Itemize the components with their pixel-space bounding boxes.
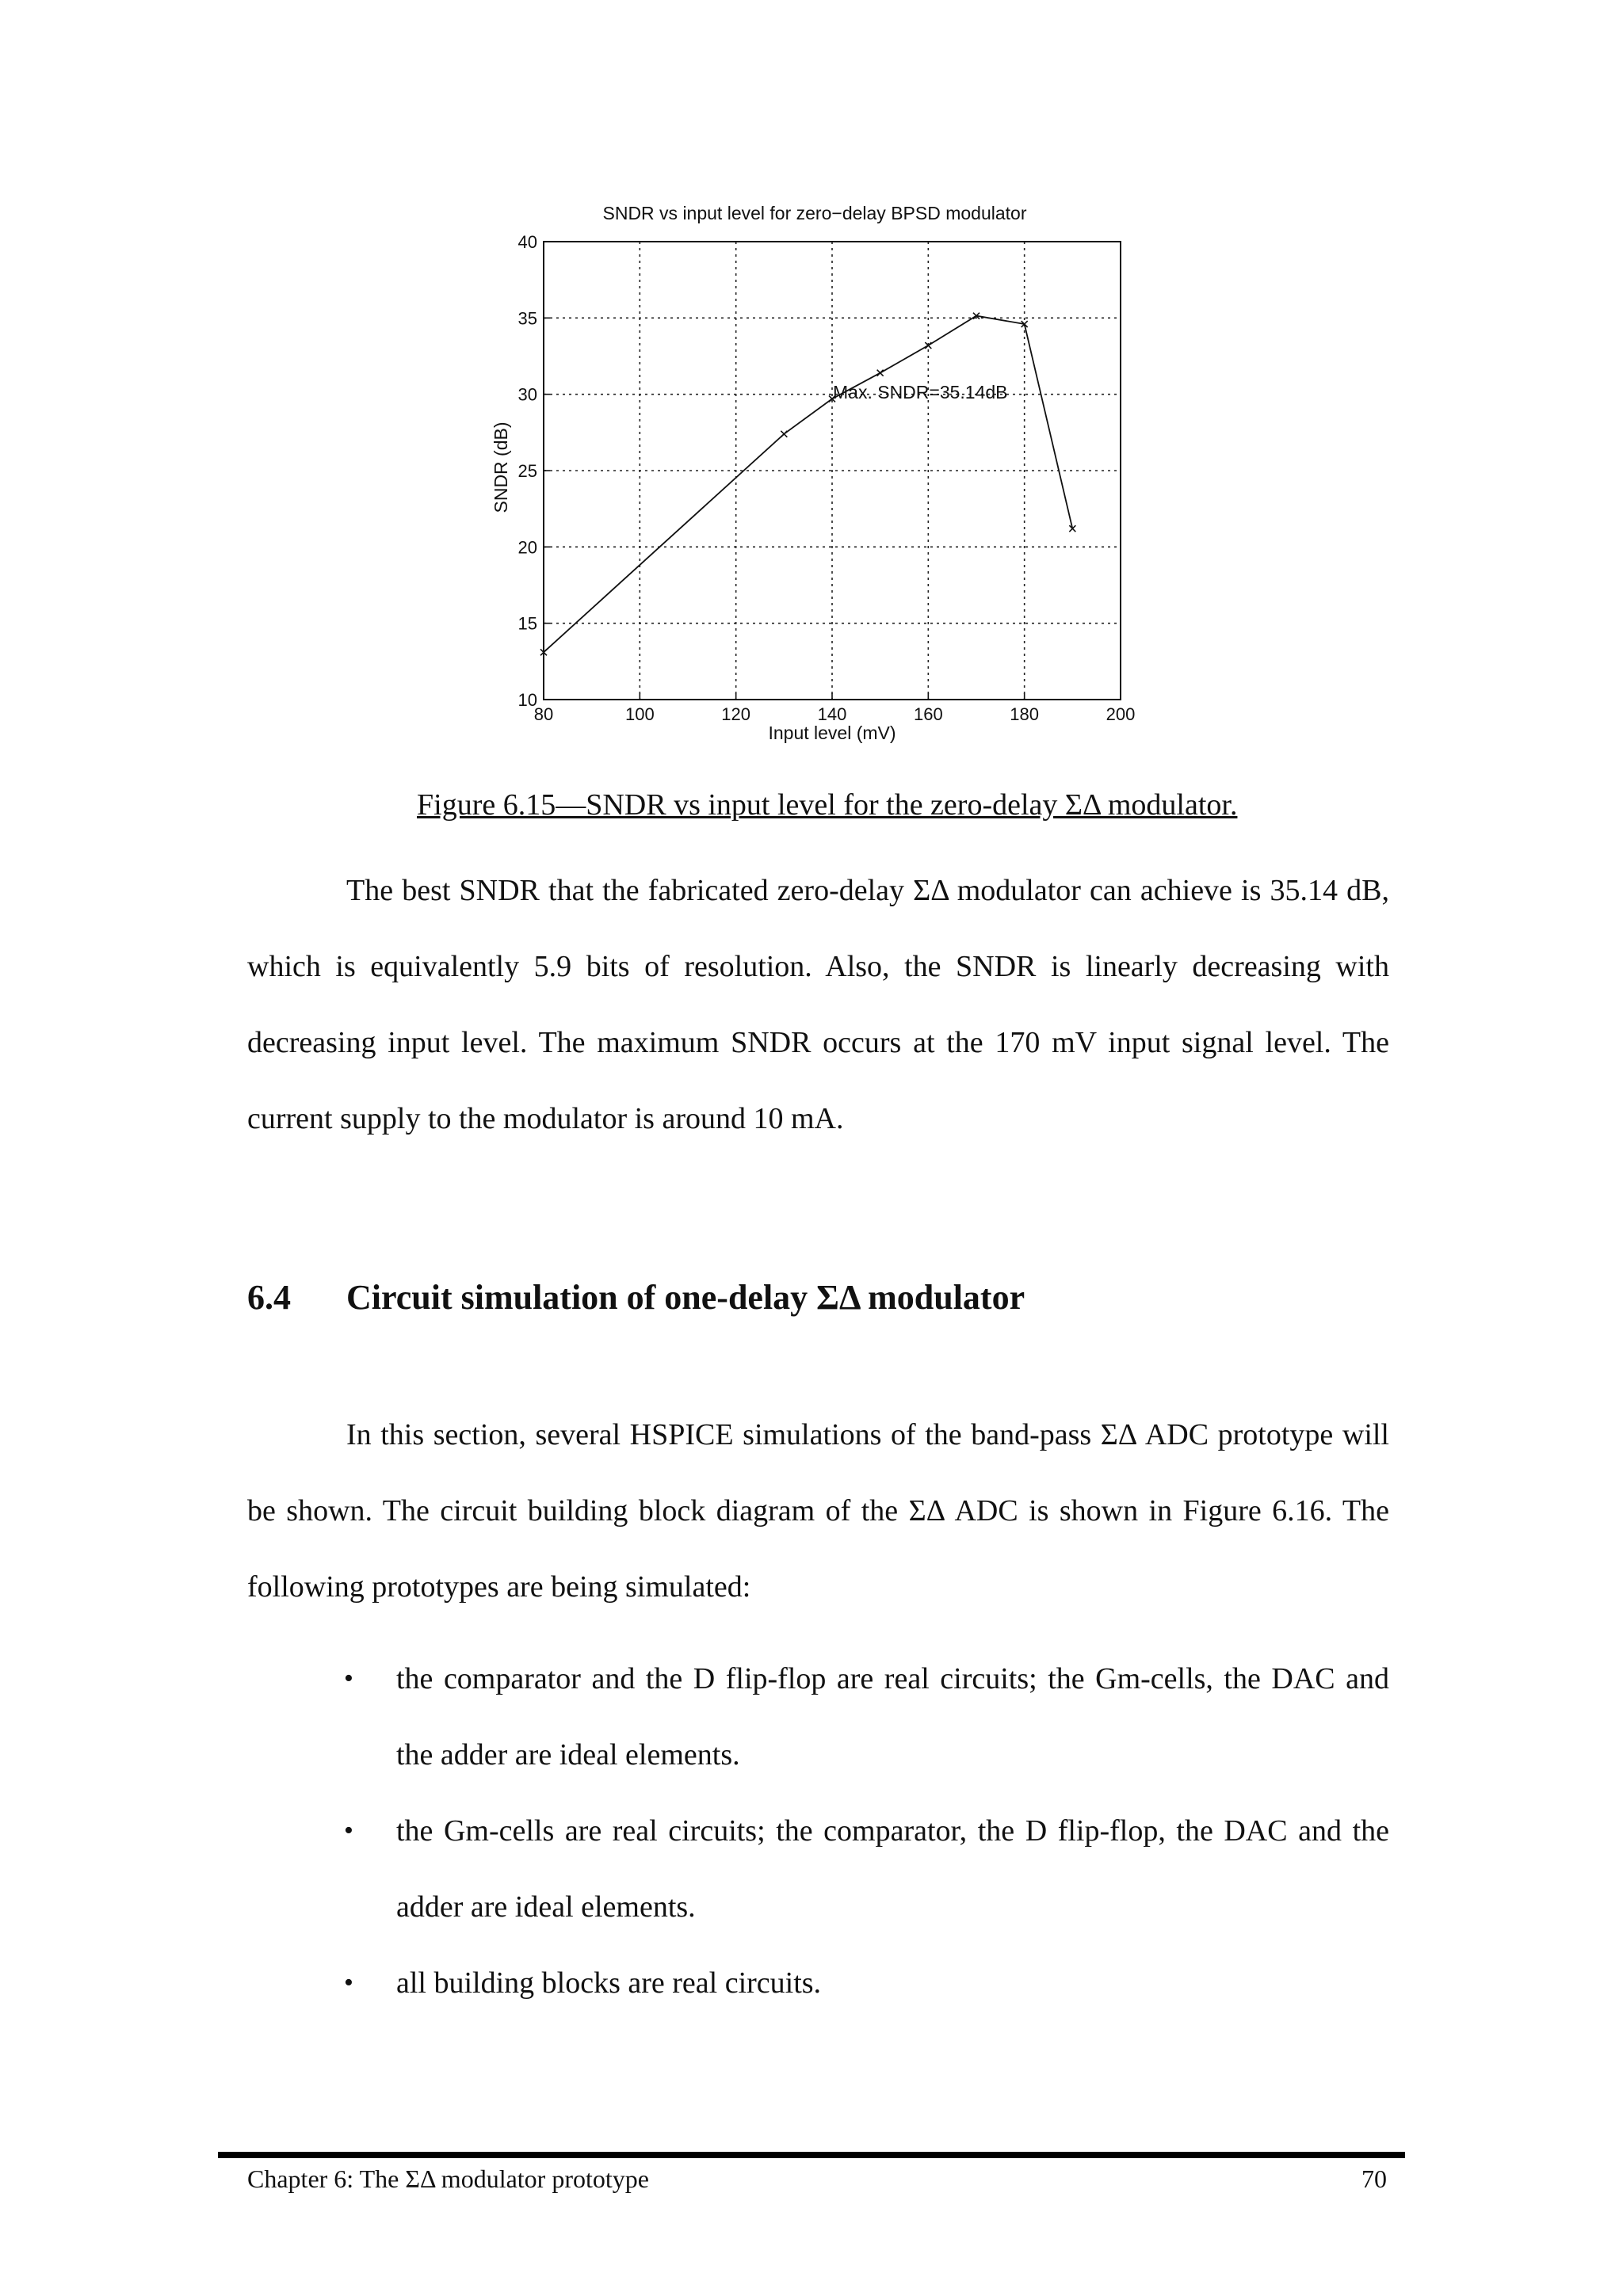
paragraph-results: The best SNDR that the fabricated zero-delay ΣΔ modulator can achieve is 35.14 dB, which is equivalently 5.9 bits of resolution. Also, the SNDR is linearly decreasing with decreasing input level. The maximum SNDR occurs at the 170 mV input signal level. The current supply to the modulator is around 10 mA. [247, 874, 1389, 1135]
max-sndr-annotation: Max. SNDR=35.14dB [833, 382, 1008, 402]
section-title: Circuit simulation of one-delay ΣΔ modulator [346, 1278, 1025, 1317]
footer-chapter: Chapter 6: The ΣΔ modulator prototype [247, 2164, 649, 2193]
page-number: 70 [1361, 2164, 1387, 2193]
figure-caption: Figure 6.15—SNDR vs input level for the zero-delay ΣΔ modulator. [417, 788, 1238, 822]
data-point-marker [877, 370, 884, 376]
section-number: 6.4 [247, 1278, 291, 1317]
footer-rule [218, 2152, 1405, 2158]
chart-series [540, 313, 1075, 656]
list-item [247, 1641, 1389, 1793]
x-tick-label: 80 [533, 704, 554, 724]
y-tick-label: 30 [517, 384, 537, 405]
y-tick-label: 40 [517, 232, 537, 252]
list-item [247, 1793, 1389, 1945]
y-axis-label: SNDR (dB) [491, 421, 511, 513]
prototype-list [247, 1641, 1389, 2021]
y-tick-label: 25 [517, 461, 537, 481]
data-point-marker [781, 431, 787, 437]
chart-ticks [518, 232, 1136, 724]
x-tick-label: 120 [721, 704, 751, 724]
bullet-icon: • [344, 1664, 353, 1693]
list-item-text: the Gm-cells are real circuits; the comparator, the D flip-flop, the DAC and the adder are ideal elements. [396, 1814, 1389, 1924]
y-tick-label: 35 [517, 308, 537, 329]
y-tick-label: 20 [517, 537, 537, 558]
x-axis-label: Input level (mV) [768, 723, 896, 743]
chart-grid [544, 242, 1121, 700]
bullet-icon: • [344, 1968, 353, 1997]
chart-title: SNDR vs input level for zero−delay BPSD modulator [602, 203, 1027, 223]
bullet-icon: • [344, 1816, 353, 1845]
list-item-text: the comparator and the D flip-flop are real circuits; the Gm-cells, the DAC and the adder are ideal elements. [396, 1662, 1389, 1772]
list-item-text: all building blocks are real circuits. [396, 1966, 822, 2000]
x-tick-label: 160 [913, 704, 943, 724]
y-tick-label: 15 [517, 613, 537, 634]
sndr-chart [475, 194, 1157, 749]
paragraph-intro: In this section, several HSPICE simulations of the band-pass ΣΔ ADC prototype will be shown. The circuit building block diagram of the ΣΔ ADC is shown in Figure 6.16. The following prototypes are being simulated: [247, 1418, 1389, 1604]
y-tick-label: 10 [517, 690, 537, 710]
x-tick-label: 180 [1010, 704, 1040, 724]
x-tick-label: 200 [1106, 704, 1136, 724]
section-heading [247, 1277, 1025, 1318]
x-tick-label: 100 [624, 704, 655, 724]
sndr-series-line [544, 316, 1072, 653]
list-item [247, 1945, 1389, 2021]
x-tick-label: 140 [817, 704, 847, 724]
